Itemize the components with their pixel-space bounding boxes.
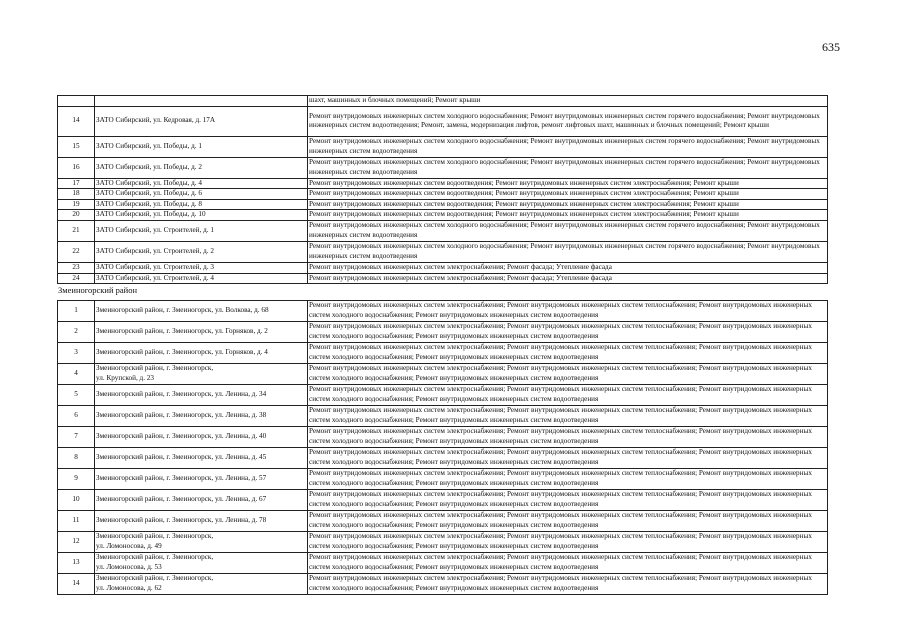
row-number: 20	[58, 210, 95, 221]
row-number: 17	[58, 178, 95, 189]
row-number: 4	[58, 364, 95, 385]
row-works: Ремонт внутридомовых инженерных систем электроснабжения; Ремонт внутридомовых инженерных систем теплоснабжения; Ремонт внутридомовых инженерных систем холодного водоснабжения; Ремонт внутридомовых инженерных систем водоотведения	[308, 406, 828, 427]
row-address: ЗАТО Сибирский, ул. Победы, д. 6	[95, 189, 308, 200]
row-works: Ремонт внутридомовых инженерных систем электроснабжения; Ремонт внутридомовых инженерных систем теплоснабжения; Ремонт внутридомовых инженерных систем холодного водоснабжения; Ремонт внутридомовых инженерных систем водоотведения	[308, 343, 828, 364]
table-row	[58, 490, 828, 511]
row-works: Ремонт внутридомовых инженерных систем водоотведения; Ремонт внутридомовых инженерных систем электроснабжения; Ремонт крыши	[308, 178, 828, 189]
row-address: ЗАТО Сибирский, ул. Победы, д. 2	[95, 157, 308, 178]
table-row	[58, 322, 828, 343]
table-row	[58, 574, 828, 595]
row-works: Ремонт внутридомовых инженерных систем водоотведения; Ремонт внутридомовых инженерных систем электроснабжения; Ремонт крыши	[308, 199, 828, 210]
table-row	[58, 210, 828, 221]
row-number: 5	[58, 385, 95, 406]
table-row	[58, 273, 828, 284]
row-address: Змеиногорский район, г. Змеиногорск, ул. Ленина, д. 34	[95, 385, 308, 406]
row-works: Ремонт внутридомовых инженерных систем электроснабжения; Ремонт внутридомовых инженерных систем теплоснабжения; Ремонт внутридомовых инженерных систем холодного водоснабжения; Ремонт внутридомовых инженерных систем водоотведения	[308, 427, 828, 448]
row-address: Змеиногорский район, г. Змеиногорск, ул. Ломоносова, д. 49	[95, 532, 308, 553]
row-works: Ремонт внутридомовых инженерных систем электроснабжения; Ремонт внутридомовых инженерных систем теплоснабжения; Ремонт внутридомовых инженерных систем холодного водоснабжения; Ремонт внутридомовых инженерных систем водоотведения	[308, 490, 828, 511]
table-row	[58, 262, 828, 273]
row-address: ЗАТО Сибирский, ул. Победы, д. 8	[95, 199, 308, 210]
row-address: Змеиногорский район, г. Змеиногорск, ул. Волкова, д. 68	[95, 301, 308, 322]
row-address: Змеиногорский район, г. Змеиногорск, ул. Ленина, д. 40	[95, 427, 308, 448]
row-address	[95, 96, 308, 107]
row-number: 23	[58, 262, 95, 273]
district-title: Змеиногорский район	[58, 285, 138, 295]
table-row	[58, 469, 828, 490]
table-row	[58, 178, 828, 189]
row-address: ЗАТО Сибирский, ул. Кедровая, д. 17А	[95, 106, 308, 136]
houses-table-zato	[57, 95, 828, 284]
row-number: 3	[58, 343, 95, 364]
table-row	[58, 157, 828, 178]
row-number: 15	[58, 136, 95, 157]
row-address: Змеиногорский район, г. Змеиногорск, ул. Ленина, д. 57	[95, 469, 308, 490]
houses-table-zmeinogorsk	[57, 300, 828, 595]
row-address: Змеиногорский район, г. Змеиногорск, ул. Ломоносова, д. 53	[95, 553, 308, 574]
table-row	[58, 448, 828, 469]
row-works: Ремонт внутридомовых инженерных систем холодного водоснабжения; Ремонт внутридомовых инженерных систем горячего водоснабжения; Ремонт внутридомовых инженерных систем водоотведения	[308, 136, 828, 157]
row-works: Ремонт внутридомовых инженерных систем электроснабжения; Ремонт внутридомовых инженерных систем теплоснабжения; Ремонт внутридомовых инженерных систем холодного водоснабжения; Ремонт внутридомовых инженерных систем водоотведения	[308, 532, 828, 553]
row-address: ЗАТО Сибирский, ул. Строителей, д. 2	[95, 241, 308, 262]
row-works: Ремонт внутридомовых инженерных систем электроснабжения; Ремонт внутридомовых инженерных систем теплоснабжения; Ремонт внутридомовых инженерных систем холодного водоснабжения; Ремонт внутридомовых инженерных систем водоотведения	[308, 385, 828, 406]
row-number: 2	[58, 322, 95, 343]
table-row	[58, 136, 828, 157]
table-row	[58, 511, 828, 532]
row-address: ЗАТО Сибирский, ул. Победы, д. 1	[95, 136, 308, 157]
row-number: 10	[58, 490, 95, 511]
row-number: 9	[58, 469, 95, 490]
row-address: Змеиногорский район, г. Змеиногорск, ул. Горняков, д. 4	[95, 343, 308, 364]
row-address: Змеиногорский район, г. Змеиногорск, ул. Горняков, д. 2	[95, 322, 308, 343]
row-number: 21	[58, 220, 95, 241]
row-number	[58, 96, 95, 107]
row-number: 18	[58, 189, 95, 200]
row-address: Змеиногорский район, г. Змеиногорск, ул. Ленина, д. 78	[95, 511, 308, 532]
row-works: Ремонт внутридомовых инженерных систем электроснабжения; Ремонт внутридомовых инженерных систем теплоснабжения; Ремонт внутридомовых инженерных систем холодного водоснабжения; Ремонт внутридомовых инженерных систем водоотведения	[308, 322, 828, 343]
row-address: ЗАТО Сибирский, ул. Строителей, д. 3	[95, 262, 308, 273]
row-works: Ремонт внутридомовых инженерных систем электроснабжения; Ремонт внутридомовых инженерных систем теплоснабжения; Ремонт внутридомовых инженерных систем холодного водоснабжения; Ремонт внутридомовых инженерных систем водоотведения	[308, 448, 828, 469]
row-number: 22	[58, 241, 95, 262]
table-row	[58, 343, 828, 364]
row-address: ЗАТО Сибирский, ул. Победы, д. 4	[95, 178, 308, 189]
row-number: 24	[58, 273, 95, 284]
row-works: Ремонт внутридомовых инженерных систем электроснабжения; Ремонт внутридомовых инженерных систем теплоснабжения; Ремонт внутридомовых инженерных систем холодного водоснабжения; Ремонт внутридомовых инженерных систем водоотведения	[308, 553, 828, 574]
row-works: Ремонт внутридомовых инженерных систем водоотведения; Ремонт внутридомовых инженерных систем электроснабжения; Ремонт крыши	[308, 210, 828, 221]
table-row	[58, 553, 828, 574]
table-row	[58, 385, 828, 406]
row-number: 16	[58, 157, 95, 178]
row-works: Ремонт внутридомовых инженерных систем электроснабжения; Ремонт внутридомовых инженерных систем теплоснабжения; Ремонт внутридомовых инженерных систем холодного водоснабжения; Ремонт внутридомовых инженерных систем водоотведения	[308, 574, 828, 595]
row-works: шахт, машинных и блочных помещений; Ремонт крыши	[308, 96, 828, 107]
row-number: 11	[58, 511, 95, 532]
row-address: Змеиногорский район, г. Змеиногорск, ул. Ленина, д. 45	[95, 448, 308, 469]
row-number: 12	[58, 532, 95, 553]
row-address: ЗАТО Сибирский, ул. Победы, д. 10	[95, 210, 308, 221]
row-works: Ремонт внутридомовых инженерных систем холодного водоснабжения; Ремонт внутридомовых инженерных систем горячего водоснабжения; Ремонт внутридомовых инженерных систем водоотведения; Ремонт, замена, модернизация лифтов, ремонт лифтовых шахт, машинных и блочных помещений; Ремонт крыши	[308, 106, 828, 136]
table-row	[58, 96, 828, 107]
table-row	[58, 241, 828, 262]
row-works: Ремонт внутридомовых инженерных систем электроснабжения; Ремонт внутридомовых инженерных систем теплоснабжения; Ремонт внутридомовых инженерных систем холодного водоснабжения; Ремонт внутридомовых инженерных систем водоотведения	[308, 364, 828, 385]
table-row	[58, 106, 828, 136]
row-works: Ремонт внутридомовых инженерных систем электроснабжения; Ремонт внутридомовых инженерных систем теплоснабжения; Ремонт внутридомовых инженерных систем холодного водоснабжения; Ремонт внутридомовых инженерных систем водоотведения	[308, 469, 828, 490]
row-works: Ремонт внутридомовых инженерных систем водоотведения; Ремонт внутридомовых инженерных систем электроснабжения; Ремонт крыши	[308, 189, 828, 200]
table-row	[58, 301, 828, 322]
table-row	[58, 427, 828, 448]
row-number: 8	[58, 448, 95, 469]
row-address: ЗАТО Сибирский, ул. Строителей, д. 4	[95, 273, 308, 284]
row-works: Ремонт внутридомовых инженерных систем холодного водоснабжения; Ремонт внутридомовых инженерных систем горячего водоснабжения; Ремонт внутридомовых инженерных систем водоотведения	[308, 241, 828, 262]
row-number: 19	[58, 199, 95, 210]
row-number: 13	[58, 553, 95, 574]
row-number: 14	[58, 574, 95, 595]
row-address: Змеиногорский район, г. Змеиногорск, ул. Крупской, д. 23	[95, 364, 308, 385]
table-row	[58, 532, 828, 553]
row-address: Змеиногорский район, г. Змеиногорск, ул. Ленина, д. 67	[95, 490, 308, 511]
row-works: Ремонт внутридомовых инженерных систем электроснабжения; Ремонт фасада; Утепление фасада	[308, 273, 828, 284]
page-number: 635	[822, 40, 840, 54]
table-row	[58, 199, 828, 210]
row-number: 1	[58, 301, 95, 322]
row-address: Змеиногорский район, г. Змеиногорск, ул. Ломоносова, д. 62	[95, 574, 308, 595]
row-number: 6	[58, 406, 95, 427]
row-works: Ремонт внутридомовых инженерных систем холодного водоснабжения; Ремонт внутридомовых инженерных систем горячего водоснабжения; Ремонт внутридомовых инженерных систем водоотведения	[308, 157, 828, 178]
row-address: ЗАТО Сибирский, ул. Строителей, д. 1	[95, 220, 308, 241]
table-row	[58, 220, 828, 241]
row-works: Ремонт внутридомовых инженерных систем электроснабжения; Ремонт внутридомовых инженерных систем теплоснабжения; Ремонт внутридомовых инженерных систем холодного водоснабжения; Ремонт внутридомовых инженерных систем водоотведения	[308, 511, 828, 532]
table-row	[58, 406, 828, 427]
row-number: 14	[58, 106, 95, 136]
row-number: 7	[58, 427, 95, 448]
row-works: Ремонт внутридомовых инженерных систем холодного водоснабжения; Ремонт внутридомовых инженерных систем горячего водоснабжения; Ремонт внутридомовых инженерных систем водоотведения	[308, 220, 828, 241]
row-works: Ремонт внутридомовых инженерных систем электроснабжения; Ремонт внутридомовых инженерных систем теплоснабжения; Ремонт внутридомовых инженерных систем холодного водоснабжения; Ремонт внутридомовых инженерных систем водоотведения	[308, 301, 828, 322]
row-address: Змеиногорский район, г. Змеиногорск, ул. Ленина, д. 38	[95, 406, 308, 427]
table-row	[58, 189, 828, 200]
row-works: Ремонт внутридомовых инженерных систем электроснабжения; Ремонт фасада; Утепление фасада	[308, 262, 828, 273]
table-row	[58, 364, 828, 385]
